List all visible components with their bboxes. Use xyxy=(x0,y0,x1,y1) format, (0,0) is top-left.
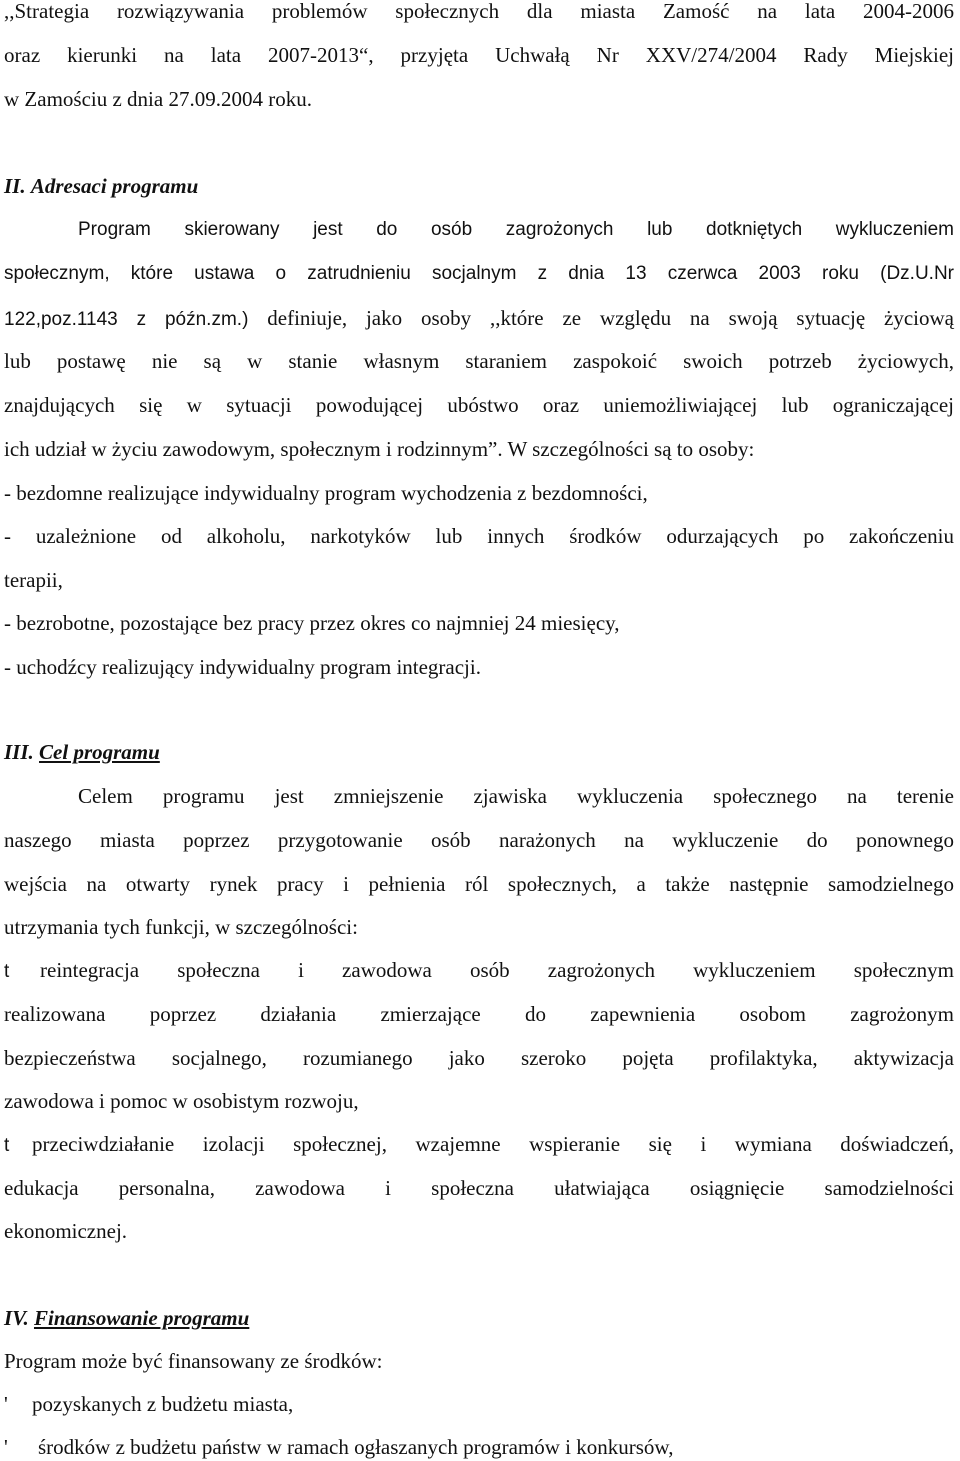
section-2-para-line-1: Program skierowany jest do osób zagrożonych lub dotkniętych wykluczeniem xyxy=(78,219,954,240)
bullet-marker: ' xyxy=(4,1435,8,1459)
section-3-heading xyxy=(4,739,160,765)
goal-bullet-1-line-4: zawodowa i pomoc w osobistym rozwoju, xyxy=(4,1089,359,1113)
funding-item-text: pozyskanych z budżetu miasta, xyxy=(32,1392,294,1416)
section-3-para-line-4: utrzymania tych funkcji, w szczególności: xyxy=(4,915,358,939)
section-2-para-line-5: znajdujących się w sytuacji powodującej ubóstwo oraz uniemożliwiającej lub ograniczającej xyxy=(4,393,954,417)
goal-bullet-2-line-1 xyxy=(4,1131,954,1159)
list-item: - bezdomne realizujące indywidualny program wychodzenia z bezdomności, xyxy=(4,481,648,505)
section-3-para-line-3: wejścia na otwarty rynek pracy i pełnienia ról społecznych, a także następnie samodzielnego xyxy=(4,872,954,896)
section-2-heading xyxy=(4,173,198,199)
bullet-marker: ' xyxy=(4,1392,8,1416)
section-4-intro: Program może być finansowany ze środków: xyxy=(4,1349,383,1373)
citation: 122,poz.1143 z późn.zm.) xyxy=(4,309,249,330)
definition-start: definiuje, jako osoby ,,które ze względu na swoją sytuację życiową xyxy=(267,306,955,330)
goal-bullet-1-line-3: bezpieczeństwa socjalnego, rozumianego jako szeroko pojęta profilaktyka, aktywizacja xyxy=(4,1046,954,1070)
goal-bullet-2-line-3: ekonomicznej. xyxy=(4,1219,128,1243)
intro-line-2: oraz kierunki na lata 2007-2013“, przyjęta Uchwałą Nr XXV/274/2004 Rady Miejskiej xyxy=(4,43,954,67)
funding-item xyxy=(4,1434,673,1460)
section-2-number: II. xyxy=(4,174,26,198)
list-item: - uzależnione od alkoholu, narkotyków lub innych środków odurzających po zakończeniu xyxy=(4,524,954,548)
list-item: - bezrobotne, pozostające bez pracy przez okres co najmniej 24 miesięcy, xyxy=(4,611,620,635)
section-2-para-line-3 xyxy=(4,305,954,333)
section-3-number: III. xyxy=(4,740,34,764)
section-2-para-line-2: społecznym, które ustawa o zatrudnieniu socjalnym z dnia 13 czerwca 2003 roku (Dz.U.Nr xyxy=(4,263,954,284)
section-4-title: Finansowanie programu xyxy=(33,1306,250,1330)
goal-bullet-1-line-1 xyxy=(4,957,954,985)
funding-item xyxy=(4,1391,293,1417)
section-2-para-line-6: ich udział w życiu zawodowym, społecznym i rodzinnym”. W szczególności są to osoby: xyxy=(4,437,755,461)
intro-line-1: ,,Strategia rozwiązywania problemów społecznych dla miasta Zamość na lata 2004-2006 xyxy=(4,0,954,23)
section-2-para-line-4: lub postawę nie są w stanie własnym staraniem zaspokoić swoich potrzeb życiowych, xyxy=(4,349,954,373)
section-3-para-line-2: naszego miasta poprzez przygotowanie osób narażonych na wykluczenie do ponownego xyxy=(4,828,954,852)
goal-bullet-2-text: przeciwdziałanie izolacji społecznej, wzajemne wspieranie się i wymiana doświadczeń, xyxy=(32,1132,954,1156)
section-3-title: Cel programu xyxy=(39,740,160,764)
list-item: - uchodźcy realizujący indywidualny program integracji. xyxy=(4,655,481,679)
section-3-para-line-1: Celem programu jest zmniejszenie zjawiska wykluczenia społecznego na terenie xyxy=(78,784,954,808)
section-2-title: Adresaci programu xyxy=(30,174,199,198)
section-4-number: IV. xyxy=(4,1306,29,1330)
section-4-heading xyxy=(4,1305,249,1331)
goal-bullet-2-line-2: edukacja personalna, zawodowa i społeczna ułatwiająca osiągnięcie samodzielności xyxy=(4,1176,954,1200)
goal-bullet-1-line-2: realizowana poprzez działania zmierzające do zapewnienia osobom zagrożonym xyxy=(4,1002,954,1026)
funding-item-text: środków z budżetu państw w ramach ogłaszanych programów i konkursów, xyxy=(38,1435,674,1459)
bullet-marker: t xyxy=(4,1135,10,1156)
list-item-continuation: terapii, xyxy=(4,568,63,592)
goal-bullet-1-text: reintegracja społeczna i zawodowa osób zagrożonych wykluczeniem społecznym xyxy=(40,958,954,982)
intro-line-3: w Zamościu z dnia 27.09.2004 roku. xyxy=(4,87,312,111)
bullet-marker: t xyxy=(4,961,10,982)
